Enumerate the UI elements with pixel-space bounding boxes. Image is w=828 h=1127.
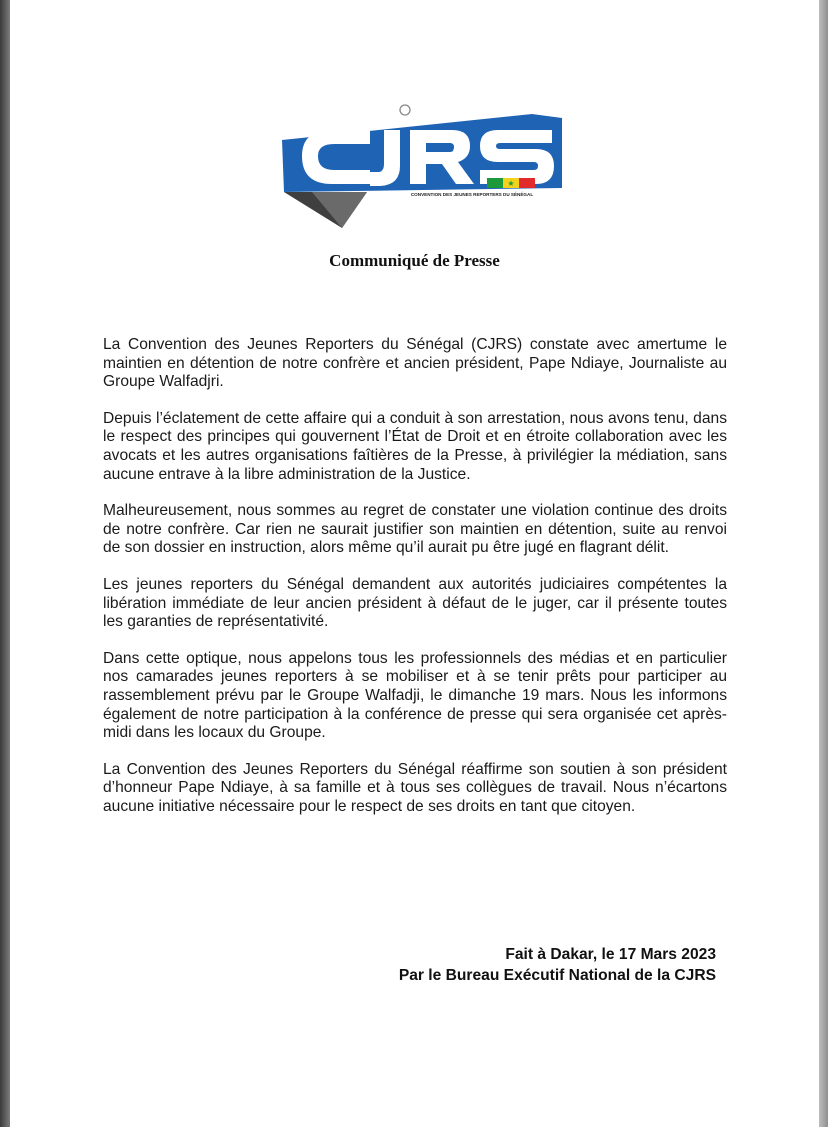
paragraph: Dans cette optique, nous appelons tous les professionnels des médias et en particulier nos camarades jeunes reporters à se mobiliser et à se tenir prêts pour participer au rassemblement prévu par le Groupe Walfadji, le dimanche 19 mars. Nous les informons également de notre participation à la conférence de presse qui sera organisée cet après-midi dans les locaux du Groupe. xyxy=(103,649,727,742)
paragraph: La Convention des Jeunes Reporters du Sénégal (CJRS) constate avec amertume le maintien en détention de notre confrère et ancien président, Pape Ndiaye, Journaliste au Groupe Walfadjri. xyxy=(103,336,727,391)
paragraph: Les jeunes reporters du Sénégal demandent aux autorités judiciaires compétentes la libération immédiate de leur ancien président à défaut de le juger, car il présente toutes les garanties de représentativité. xyxy=(103,575,727,631)
signature-block xyxy=(399,944,716,986)
paragraph: Malheureusement, nous sommes au regret de constater une violation continue des droits de notre confrère. Car rien ne saurait justifier son maintien en détention, suite au renvoi de son dossier en instruction, alors même qu’il aurait pu être jugé en flagrant délit. xyxy=(103,502,727,557)
logo-tagline: CONVENTION DES JEUNES REPORTERS DU SÉNÉGAL xyxy=(410,192,534,197)
logo-flag-green xyxy=(487,178,503,188)
signature-place-date: Fait à Dakar, le 17 Mars 2023 xyxy=(505,946,716,963)
document-page xyxy=(10,0,819,1127)
logo-flag-red xyxy=(519,178,535,188)
signature-author: Par le Bureau Exécutif National de la CJRS xyxy=(398,967,716,984)
logo-registered-mark xyxy=(400,105,410,115)
communique-body xyxy=(103,336,727,834)
logo-letter-s xyxy=(480,130,554,184)
page-shadow-right xyxy=(819,0,828,1127)
page-title: Communiqué de Presse xyxy=(329,251,500,270)
paragraph: Depuis l’éclatement de cette affaire qui a conduit à son arrestation, nous avons tenu, dans le respect des principes qui gouvernent l’État de Droit et en étroite collaboration avec les avocats et les autres organisations faîtières de la Presse, à privilégier la médiation, sans aucune entrave à la libre administration de la Justice. xyxy=(103,409,727,483)
paragraph: La Convention des Jeunes Reporters du Sénégal réaffirme son soutien à son président d’honneur Pape Ndiaye, à sa famille et à tous ses collègues de travail. Nous n’écartons aucune initiative nécessaire pour le respect de ses droits en tant que citoyen. xyxy=(103,760,727,815)
svg-text:★: ★ xyxy=(507,179,515,188)
cjrs-logo xyxy=(272,100,572,230)
